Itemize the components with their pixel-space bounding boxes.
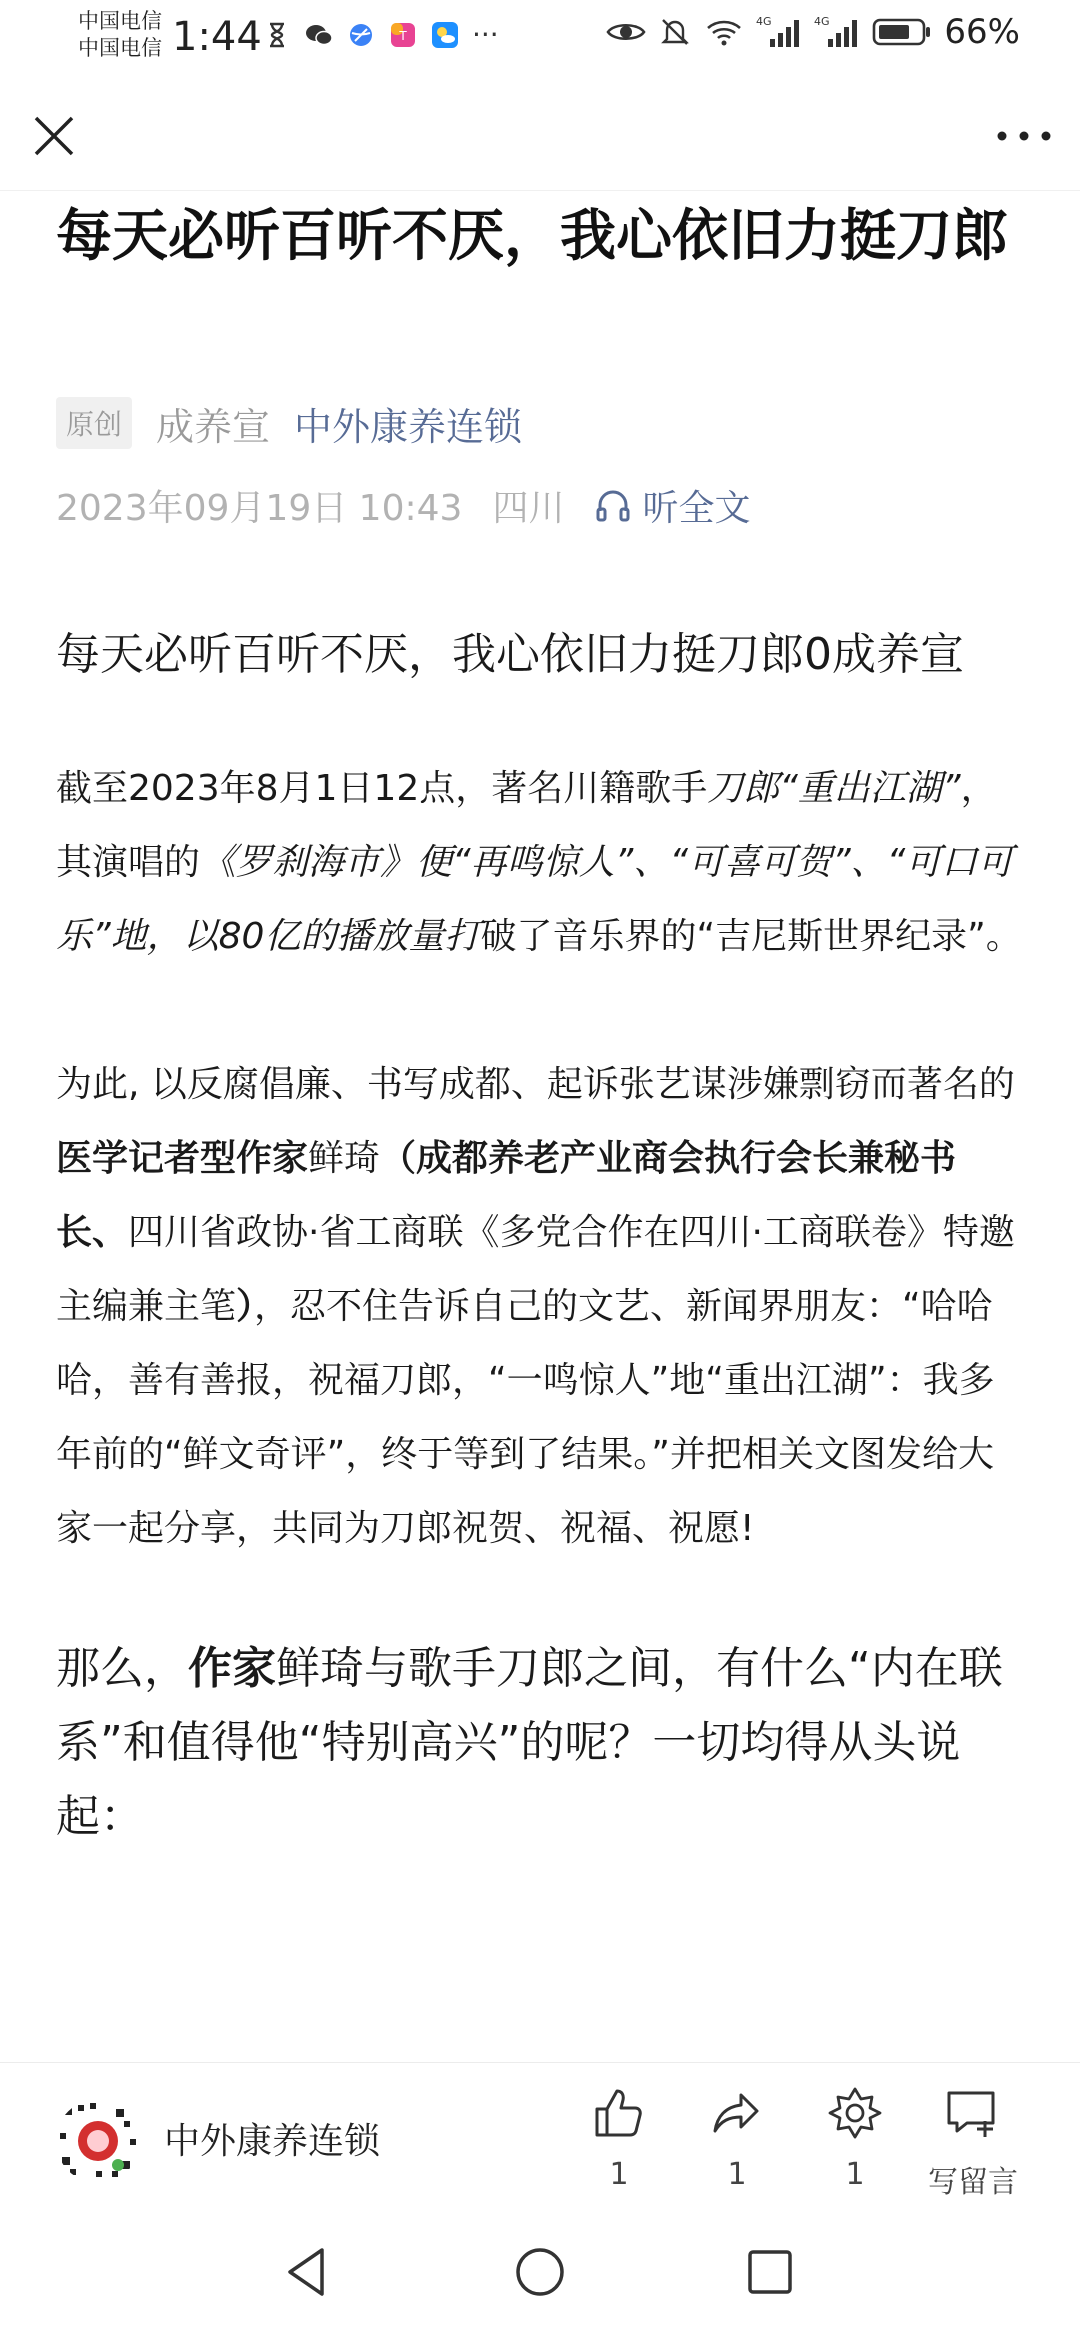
article-meta-source bbox=[56, 398, 522, 448]
mute-bell-icon bbox=[658, 15, 692, 49]
p1-text-c: ，其演唱的 bbox=[56, 768, 997, 883]
headphones-icon bbox=[594, 487, 632, 525]
paragraph-2 bbox=[56, 1048, 1026, 1566]
write-comment-button[interactable] bbox=[918, 2085, 1028, 2201]
thumbs-up-icon bbox=[591, 2085, 647, 2141]
p1-italic-b: 刀郎“重出江湖” bbox=[707, 768, 961, 809]
svg-text:T: T bbox=[399, 28, 407, 43]
app-store-icon bbox=[388, 20, 418, 50]
lead-paragraph: 每天必听百听不厌，我心依旧力挺刀郎0成养宣 bbox=[56, 629, 964, 680]
publish-location: 四川 bbox=[492, 488, 565, 529]
share-button[interactable] bbox=[682, 2085, 792, 2192]
carrier-labels bbox=[78, 8, 162, 62]
hourglass-icon bbox=[262, 20, 292, 50]
p2-bold-d: （成都养老产业商会执行会长兼秘书长、 bbox=[56, 1138, 957, 1253]
like-count: 1 bbox=[609, 2157, 629, 2192]
close-icon[interactable] bbox=[28, 110, 80, 162]
wow-button[interactable] bbox=[800, 2085, 910, 2192]
back-nav-icon[interactable] bbox=[278, 2242, 338, 2302]
account-link[interactable]: 中外康养连锁 bbox=[294, 404, 523, 449]
weather-icon bbox=[430, 20, 460, 50]
net-1-label: 4G bbox=[756, 15, 772, 28]
net-2-label: 4G bbox=[814, 15, 830, 28]
status-bar bbox=[0, 0, 1080, 80]
like-button[interactable] bbox=[564, 2085, 674, 2192]
carrier-2: 中国电信 bbox=[78, 36, 162, 60]
p3-bold-b: 作家 bbox=[188, 1643, 276, 1694]
listen-label: 听全文 bbox=[642, 488, 751, 529]
listen-full-text-button[interactable] bbox=[594, 480, 750, 531]
bottom-account-name[interactable]: 中外康养连锁 bbox=[164, 2121, 381, 2162]
eye-icon bbox=[606, 17, 646, 47]
paragraph-3 bbox=[56, 1632, 1026, 1854]
carrier-1: 中国电信 bbox=[78, 9, 162, 33]
author-name: 成养宣 bbox=[156, 404, 271, 449]
wechat-icon bbox=[304, 20, 334, 50]
wow-star-icon bbox=[827, 2085, 883, 2141]
article-body bbox=[56, 618, 1026, 1854]
p2-text-e: 四川省政协·省工商联《多党合作在四川·工商联卷》特邀主编兼主笔 bbox=[56, 1212, 1015, 1327]
article-title: 每天必听百听不厌，我心依旧力挺刀郎 bbox=[56, 204, 1008, 269]
paragraph-1 bbox=[56, 752, 1026, 974]
article-meta-time bbox=[56, 480, 750, 531]
bottom-action-bar bbox=[0, 2062, 1080, 2213]
p1-text-a: 截至2023年8月1日12点，著名川籍歌手 bbox=[56, 768, 708, 809]
share-count: 1 bbox=[727, 2157, 747, 2192]
p1-text-e: 破了音乐界的“吉尼斯世界纪录”。 bbox=[480, 916, 1022, 957]
publish-datetime: 2023年09月19日 10:43 bbox=[56, 488, 463, 529]
p2-text-g: ，忍不住告诉自己的文艺、新闻界朋友：“哈哈哈，善有善报，祝福刀郎，“一鸣惊人”地“重出江湖”：我多年前的“鲜文奇评”，终于等到了结果。”并把相关文图发给大家一起分享，共同为刀郎祝贺、祝福、祝愿! bbox=[56, 1286, 995, 1549]
p3-text-c: 鲜琦与歌手刀郎之间，有什么“内在联系”和值得他“特别高兴”的呢？一切均得从头说起： bbox=[56, 1643, 1003, 1842]
wow-count: 1 bbox=[845, 2157, 865, 2192]
battery-icon bbox=[872, 17, 932, 47]
account-avatar[interactable] bbox=[56, 2099, 140, 2183]
signal-4g-icon-1 bbox=[756, 15, 802, 49]
home-nav-icon[interactable] bbox=[510, 2242, 570, 2302]
article-top-bar bbox=[0, 80, 1080, 191]
signal-4g-icon-2 bbox=[814, 15, 860, 49]
wifi-icon bbox=[704, 16, 744, 48]
p2-bold-f: ） bbox=[236, 1286, 255, 1327]
comment-label: 写留言 bbox=[928, 2165, 1018, 2200]
more-options-icon[interactable] bbox=[994, 116, 1054, 156]
share-arrow-icon bbox=[709, 2085, 765, 2141]
comment-add-icon bbox=[945, 2085, 1001, 2141]
p2-text-c: 鲜琦 bbox=[308, 1138, 381, 1179]
notification-icons bbox=[262, 18, 499, 51]
system-navigation-bar bbox=[0, 2212, 1080, 2340]
system-indicators bbox=[606, 12, 1020, 52]
p1-italic-d: 《罗刹海市》便“再鸣惊人”、“可喜可贺”、“可口可乐”地，以80亿的播放量打 bbox=[56, 842, 1014, 957]
p2-bold-b: 医学记者型作家 bbox=[56, 1138, 309, 1179]
original-badge: 原创 bbox=[56, 397, 132, 449]
recents-nav-icon[interactable] bbox=[740, 2242, 800, 2302]
p2-text-a: 为此, 以反腐倡廉、书写成都、起诉张艺谋涉嫌剽窃而著名的 bbox=[56, 1064, 1015, 1105]
browser-icon bbox=[346, 20, 376, 50]
p3-text-a: 那么， bbox=[56, 1643, 188, 1694]
clock: 1:44 bbox=[172, 14, 262, 60]
more-notifications-icon: ··· bbox=[472, 18, 499, 51]
battery-percent: 66% bbox=[944, 12, 1020, 52]
